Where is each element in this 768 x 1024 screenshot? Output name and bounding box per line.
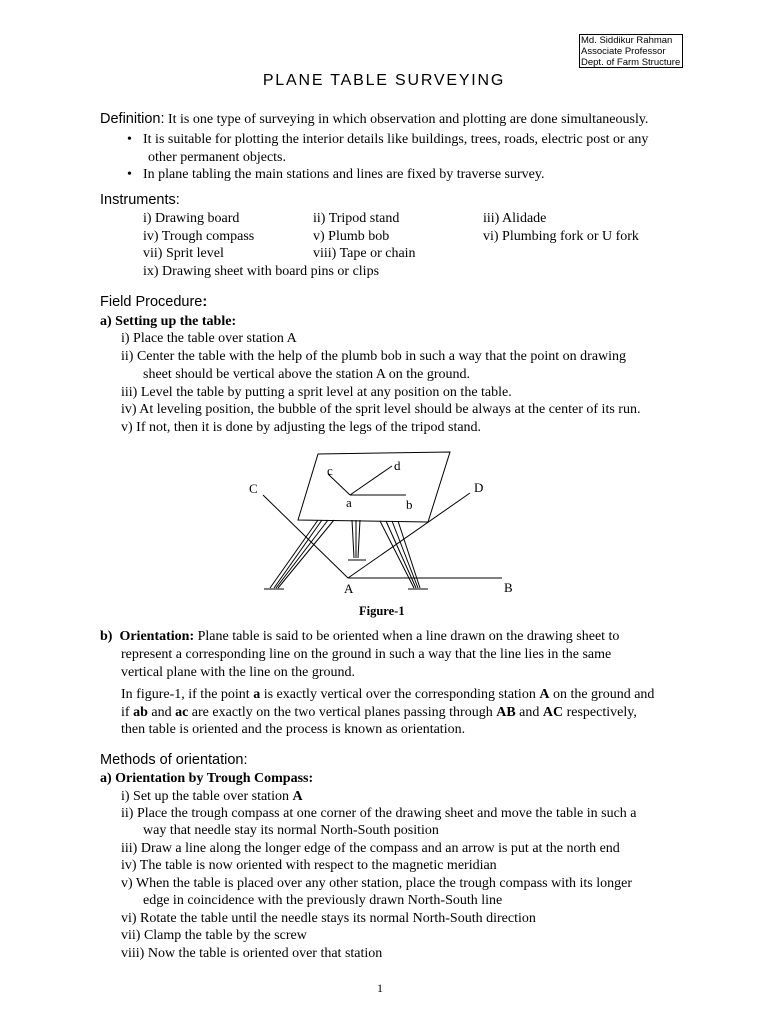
text-run: and bbox=[151, 705, 172, 720]
setup-label: a) Setting up the table: bbox=[100, 314, 237, 329]
method-step: vii) Clamp the table by the screw bbox=[121, 928, 307, 943]
setup-step-3: iii) Level the table by putting a sprit level at any position on the table. bbox=[121, 385, 512, 400]
text-run: if bbox=[121, 705, 130, 720]
text-run-bold: ab bbox=[133, 705, 148, 720]
orientation-text-1: Plane table is said to be oriented when a line drawn on the drawing sheet to bbox=[197, 629, 620, 644]
setup-step-4: iv) At leveling position, the bubble of the sprit level should be always at the center of its run. bbox=[121, 402, 641, 417]
instrument-item: iii) Alidade bbox=[483, 211, 547, 226]
page-number: 1 bbox=[377, 981, 383, 995]
label-B: B bbox=[504, 580, 513, 595]
field-procedure-heading bbox=[100, 294, 207, 311]
author-dept: Dept. of Farm Structure bbox=[581, 57, 681, 68]
instrument-item: ii) Tripod stand bbox=[313, 211, 400, 226]
label-c: c bbox=[327, 463, 333, 478]
label-d: d bbox=[394, 458, 401, 473]
definition-line bbox=[100, 111, 648, 128]
trough-compass-label: a) Orientation by Trough Compass: bbox=[100, 771, 314, 786]
orientation-para2-line1 bbox=[121, 686, 654, 703]
text-run-bold: AB bbox=[496, 705, 516, 720]
definition-text: It is one type of surveying in which observation and plotting are done simultaneously. bbox=[167, 112, 649, 127]
text-run: is exactly vertical over the corresponding station bbox=[263, 687, 536, 702]
method-step: iv) The table is now oriented with respect to the magnetic meridian bbox=[121, 858, 497, 873]
field-procedure-label: Field Procedure bbox=[100, 294, 203, 310]
instrument-item: vi) Plumbing fork or U fork bbox=[483, 229, 639, 244]
method-step: v) When the table is placed over any other station, place the trough compass with its longer bbox=[121, 876, 632, 891]
definition-bullet-1-cont: other permanent objects. bbox=[148, 150, 287, 165]
figure-1-diagram bbox=[0, 440, 768, 630]
methods-subheading bbox=[100, 770, 313, 787]
instrument-item: v) Plumb bob bbox=[313, 229, 390, 244]
instrument-item: vii) Sprit level bbox=[143, 246, 224, 261]
definition-label: Definition: bbox=[100, 111, 165, 127]
author-box bbox=[579, 34, 683, 68]
sheet-line-ad bbox=[350, 466, 392, 495]
instrument-item: ix) Drawing sheet with board pins or clips bbox=[143, 264, 380, 279]
author-position: Associate Professor bbox=[581, 46, 666, 57]
label-b: b bbox=[406, 497, 413, 512]
text-run-bold: A bbox=[539, 687, 550, 702]
orientation-para2-line3: then table is oriented and the process is known as orientation. bbox=[121, 722, 466, 737]
text-run: are exactly on the two vertical planes passing through bbox=[191, 705, 493, 720]
setup-step-2: ii) Center the table with the help of the plumb bob in such a way that the point on drawing bbox=[121, 349, 627, 364]
method-step-cont: edge in coincidence with the previously drawn North-South line bbox=[143, 893, 503, 908]
methods-heading: Methods of orientation: bbox=[100, 752, 248, 768]
figure-caption: Figure-1 bbox=[359, 604, 405, 618]
label-D: D bbox=[474, 480, 484, 495]
setup-step-1: i) Place the table over station A bbox=[121, 331, 297, 346]
orientation-line-1 bbox=[100, 628, 685, 645]
method-step-cont: way that needle stay its normal North-South position bbox=[143, 823, 439, 838]
orientation-para2-line2 bbox=[121, 704, 637, 721]
table-top bbox=[298, 452, 450, 522]
field-procedure-colon: : bbox=[202, 294, 208, 310]
instrument-item: viii) Tape or chain bbox=[313, 246, 416, 261]
definition-bullet-1: • It is suitable for plotting the interior details like buildings, trees, roads, electric post or any bbox=[143, 131, 648, 148]
text-run-bold: A bbox=[292, 789, 303, 804]
method-step-1 bbox=[121, 788, 303, 805]
label-a: a bbox=[346, 495, 352, 510]
author-name: Md. Siddikur Rahman bbox=[581, 35, 673, 46]
text-run-bold: AC bbox=[542, 705, 564, 720]
instrument-item: i) Drawing board bbox=[143, 211, 240, 226]
text-run: In figure-1, if the point bbox=[121, 687, 250, 702]
orientation-text-2: represent a corresponding line on the ground in such a way that the line lies in the same bbox=[121, 647, 612, 662]
text-run-bold: a bbox=[253, 687, 261, 702]
label-A: A bbox=[344, 581, 354, 596]
orientation-text-3: vertical plane with the line on the ground. bbox=[121, 665, 356, 680]
orientation-label: Orientation: bbox=[119, 629, 195, 644]
text-run: respectively, bbox=[566, 705, 637, 720]
method-step: vi) Rotate the table until the needle stays its normal North-South direction bbox=[121, 911, 536, 926]
text-run: i) Set up the table over station bbox=[121, 789, 289, 804]
setup-heading bbox=[100, 313, 236, 330]
ground-line-ca bbox=[263, 495, 348, 578]
instruments-heading: Instruments: bbox=[100, 192, 180, 208]
method-step: viii) Now the table is oriented over that station bbox=[121, 946, 383, 961]
method-step: iii) Draw a line along the longer edge of the compass and an arrow is put at the north end bbox=[121, 841, 620, 856]
definition-bullet-2: • In plane tabling the main stations and lines are fixed by traverse survey. bbox=[143, 166, 544, 183]
setup-step-2-cont: sheet should be vertical above the station A on the ground. bbox=[143, 367, 470, 382]
instrument-item: iv) Trough compass bbox=[143, 229, 255, 244]
page-title: PLANE TABLE SURVEYING bbox=[262, 72, 506, 89]
text-run: on the ground and bbox=[552, 687, 655, 702]
orientation-prefix: b) bbox=[100, 629, 113, 644]
label-C: C bbox=[249, 481, 258, 496]
text-run-bold: ac bbox=[175, 705, 189, 720]
text-run: and bbox=[519, 705, 540, 720]
method-step: ii) Place the trough compass at one corner of the drawing sheet and move the table in such a bbox=[121, 806, 637, 821]
setup-step-5: v) If not, then it is done by adjusting the legs of the tripod stand. bbox=[121, 420, 482, 435]
